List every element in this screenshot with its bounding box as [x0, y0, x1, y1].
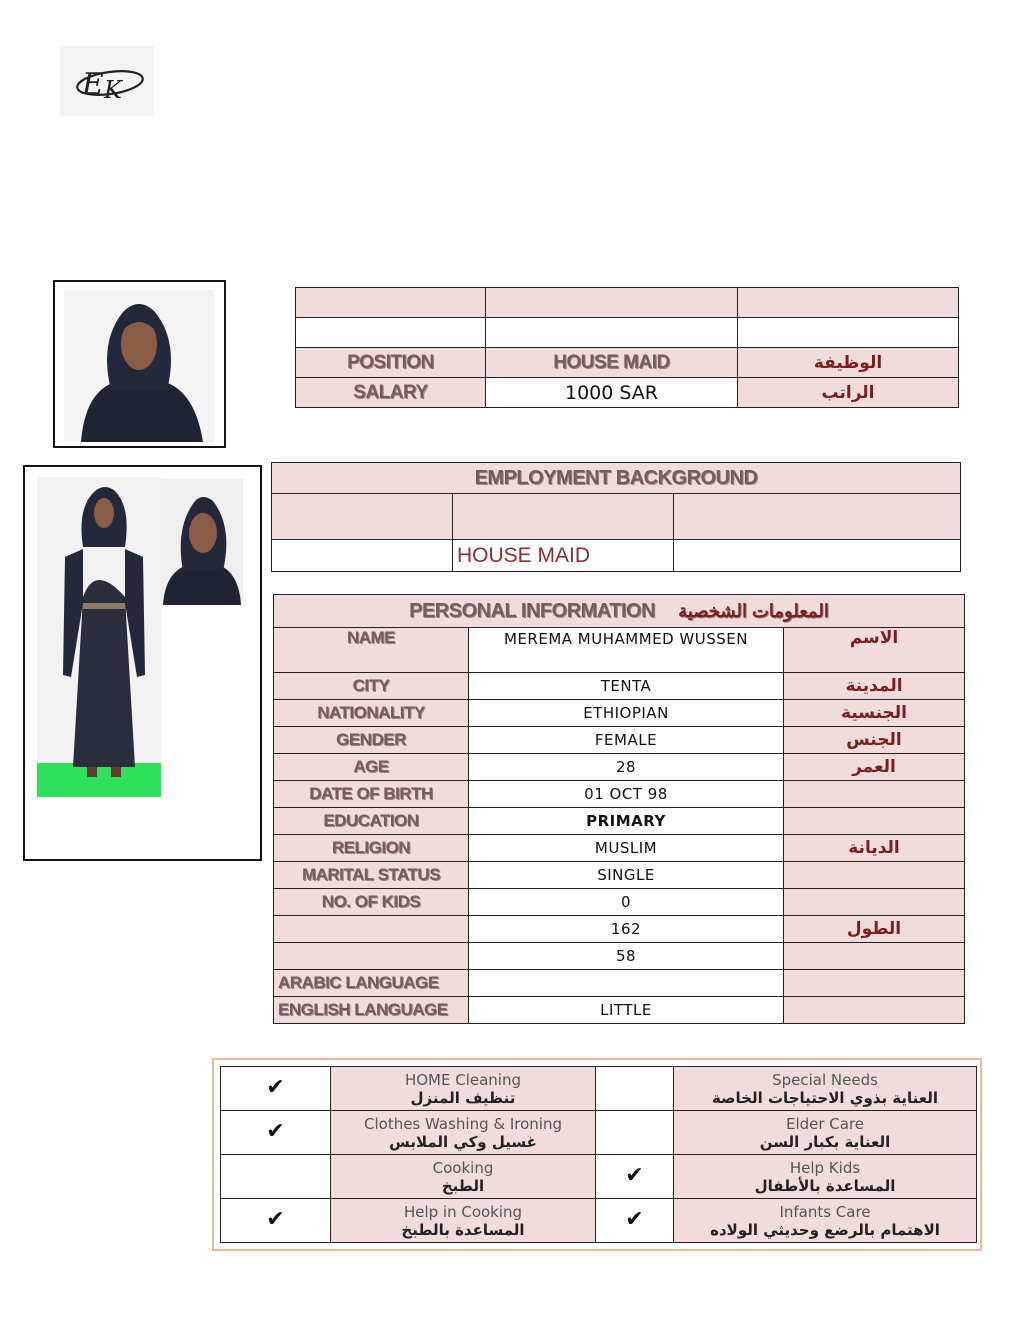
education-value: PRIMARY	[469, 808, 784, 835]
svg-text:E: E	[82, 67, 104, 102]
right-skill-label	[674, 1155, 977, 1199]
skill-name-en: Help in Cooking	[403, 1202, 523, 1221]
portrait-photo	[53, 280, 226, 448]
employment-title: EMPLOYMENT BACKGROUND	[272, 463, 961, 494]
skill-row	[221, 1111, 977, 1155]
table-row	[274, 997, 965, 1024]
empty-cell	[738, 318, 959, 348]
left-skill-checkbox[interactable]: ✔	[221, 1199, 331, 1243]
right-skill-checkbox[interactable]: ✔	[596, 1155, 674, 1199]
personal-info-title	[274, 595, 965, 628]
right-skill-checkbox[interactable]: ✔	[596, 1199, 674, 1243]
salary-label-ar: الراتب	[738, 378, 959, 408]
empty-cell	[486, 318, 738, 348]
height-value: 162	[469, 916, 784, 943]
table-row	[274, 754, 965, 781]
personal-info-title-ar: المعلومات الشخصية	[678, 600, 829, 621]
nationality-label-ar: الجنسية	[784, 700, 965, 727]
gender-value: FEMALE	[469, 727, 784, 754]
skill-name-ar: الاهتمام بالرضع وحديثي الولاده	[710, 1220, 940, 1239]
skill-row	[221, 1067, 977, 1111]
empty-cell	[738, 288, 959, 318]
skill-name-ar: الطبخ	[441, 1176, 485, 1195]
left-skill-label	[331, 1111, 596, 1155]
right-skill-checkbox[interactable]	[596, 1067, 674, 1111]
skill-name-en: Special Needs	[772, 1070, 878, 1089]
english-language-label-ar	[784, 997, 965, 1024]
table-row	[274, 943, 965, 970]
empty-cell	[296, 288, 486, 318]
kids-label-ar	[784, 889, 965, 916]
height-label-ar: الطول	[784, 916, 965, 943]
name-value: MEREMA MUHAMMED WUSSEN	[469, 628, 784, 673]
marital-status-value: SINGLE	[469, 862, 784, 889]
position-label-ar: الوظيفة	[738, 348, 959, 378]
salary-label: SALARY	[296, 378, 486, 408]
empty-cell	[272, 494, 453, 540]
left-skill-label	[331, 1155, 596, 1199]
dob-label-ar	[784, 781, 965, 808]
logo-graphic	[60, 46, 154, 116]
height-label	[274, 916, 469, 943]
salary-row	[296, 378, 959, 408]
skill-name-ar: غسيل وكي الملابس	[389, 1132, 537, 1151]
svg-text:K: K	[104, 76, 122, 104]
empty-cell	[272, 540, 453, 572]
left-skill-label	[331, 1199, 596, 1243]
education-label: EDUCATION	[274, 808, 469, 835]
employment-table	[271, 462, 961, 572]
position-table	[295, 287, 959, 408]
english-language-label: ENGLISH LANGUAGE	[274, 997, 469, 1024]
left-skill-checkbox[interactable]: ✔	[221, 1111, 331, 1155]
table-row	[274, 673, 965, 700]
weight-label	[274, 943, 469, 970]
skill-name-en: HOME Cleaning	[404, 1070, 522, 1089]
skill-name-en: Clothes Washing & Ironing	[364, 1114, 562, 1133]
religion-value: MUSLIM	[469, 835, 784, 862]
skill-name-ar: تنظيف المنزل	[410, 1088, 516, 1107]
education-label-ar	[784, 808, 965, 835]
position-label: POSITION	[296, 348, 486, 378]
table-row	[274, 781, 965, 808]
skill-name-en: Cooking	[432, 1158, 494, 1177]
nationality-label: NATIONALITY	[274, 700, 469, 727]
english-language-value: LITTLE	[469, 997, 784, 1024]
salary-value: 1000 SAR	[486, 378, 738, 408]
skill-name-en: Infants Care	[779, 1202, 871, 1221]
table-row	[274, 835, 965, 862]
city-value: TENTA	[469, 673, 784, 700]
position-row	[296, 348, 959, 378]
name-label-ar: الاسم	[784, 628, 965, 673]
weight-value: 58	[469, 943, 784, 970]
skills-panel	[212, 1058, 982, 1251]
table-row	[272, 540, 961, 572]
city-label: CITY	[274, 673, 469, 700]
full-body-photo	[23, 465, 262, 861]
left-skill-checkbox[interactable]	[221, 1155, 331, 1199]
religion-label-ar: الديانة	[784, 835, 965, 862]
empty-cell	[674, 540, 961, 572]
agency-logo-icon	[60, 46, 154, 116]
table-row	[296, 318, 959, 348]
empty-cell	[674, 494, 961, 540]
skill-row	[221, 1199, 977, 1243]
right-skill-label	[674, 1199, 977, 1243]
skill-name-ar: المساعدة بالطبخ	[401, 1220, 525, 1239]
empty-cell	[486, 288, 738, 318]
arabic-language-label: ARABIC LANGUAGE	[274, 970, 469, 997]
right-skill-label	[674, 1067, 977, 1111]
gender-label-ar: الجنس	[784, 727, 965, 754]
dob-value: 01 OCT 98	[469, 781, 784, 808]
skill-name-en: Elder Care	[785, 1114, 865, 1133]
right-skill-checkbox[interactable]	[596, 1111, 674, 1155]
arabic-language-value	[469, 970, 784, 997]
kids-label: NO. OF KIDS	[274, 889, 469, 916]
left-skill-checkbox[interactable]: ✔	[221, 1067, 331, 1111]
employment-job: HOUSE MAID	[453, 540, 674, 572]
empty-cell	[296, 318, 486, 348]
name-label: NAME	[274, 628, 469, 673]
skill-name-ar: المساعدة بالأطفال	[754, 1176, 896, 1195]
skill-name-ar: العناية بذوي الاحتياجات الخاصة	[711, 1088, 939, 1107]
weight-label-ar	[784, 943, 965, 970]
religion-label: RELIGION	[274, 835, 469, 862]
kids-value: 0	[469, 889, 784, 916]
table-row	[274, 808, 965, 835]
dob-label: DATE OF BIRTH	[274, 781, 469, 808]
table-row	[274, 862, 965, 889]
table-row	[274, 700, 965, 727]
skill-name-en: Help Kids	[789, 1158, 861, 1177]
left-skill-label	[331, 1067, 596, 1111]
table-row	[274, 727, 965, 754]
gender-label: GENDER	[274, 727, 469, 754]
marital-status-label: MARITAL STATUS	[274, 862, 469, 889]
table-row	[272, 463, 961, 494]
table-row	[296, 288, 959, 318]
table-row	[272, 494, 961, 540]
table-row	[274, 889, 965, 916]
city-label-ar: المدينة	[784, 673, 965, 700]
skills-table	[220, 1066, 977, 1243]
table-row	[274, 970, 965, 997]
age-label: AGE	[274, 754, 469, 781]
skill-row	[221, 1155, 977, 1199]
arabic-language-label-ar	[784, 970, 965, 997]
table-row	[274, 916, 965, 943]
age-label-ar: العمر	[784, 754, 965, 781]
personal-info-title-en: PERSONAL INFORMATION	[409, 599, 656, 622]
marital-status-label-ar	[784, 862, 965, 889]
table-row	[274, 628, 965, 673]
table-row	[274, 595, 965, 628]
right-skill-label	[674, 1111, 977, 1155]
age-value: 28	[469, 754, 784, 781]
position-value: HOUSE MAID	[486, 348, 738, 378]
empty-cell	[453, 494, 674, 540]
nationality-value: ETHIOPIAN	[469, 700, 784, 727]
skill-name-ar: العناية بكبار السن	[759, 1132, 891, 1151]
personal-info-table	[273, 594, 965, 1024]
